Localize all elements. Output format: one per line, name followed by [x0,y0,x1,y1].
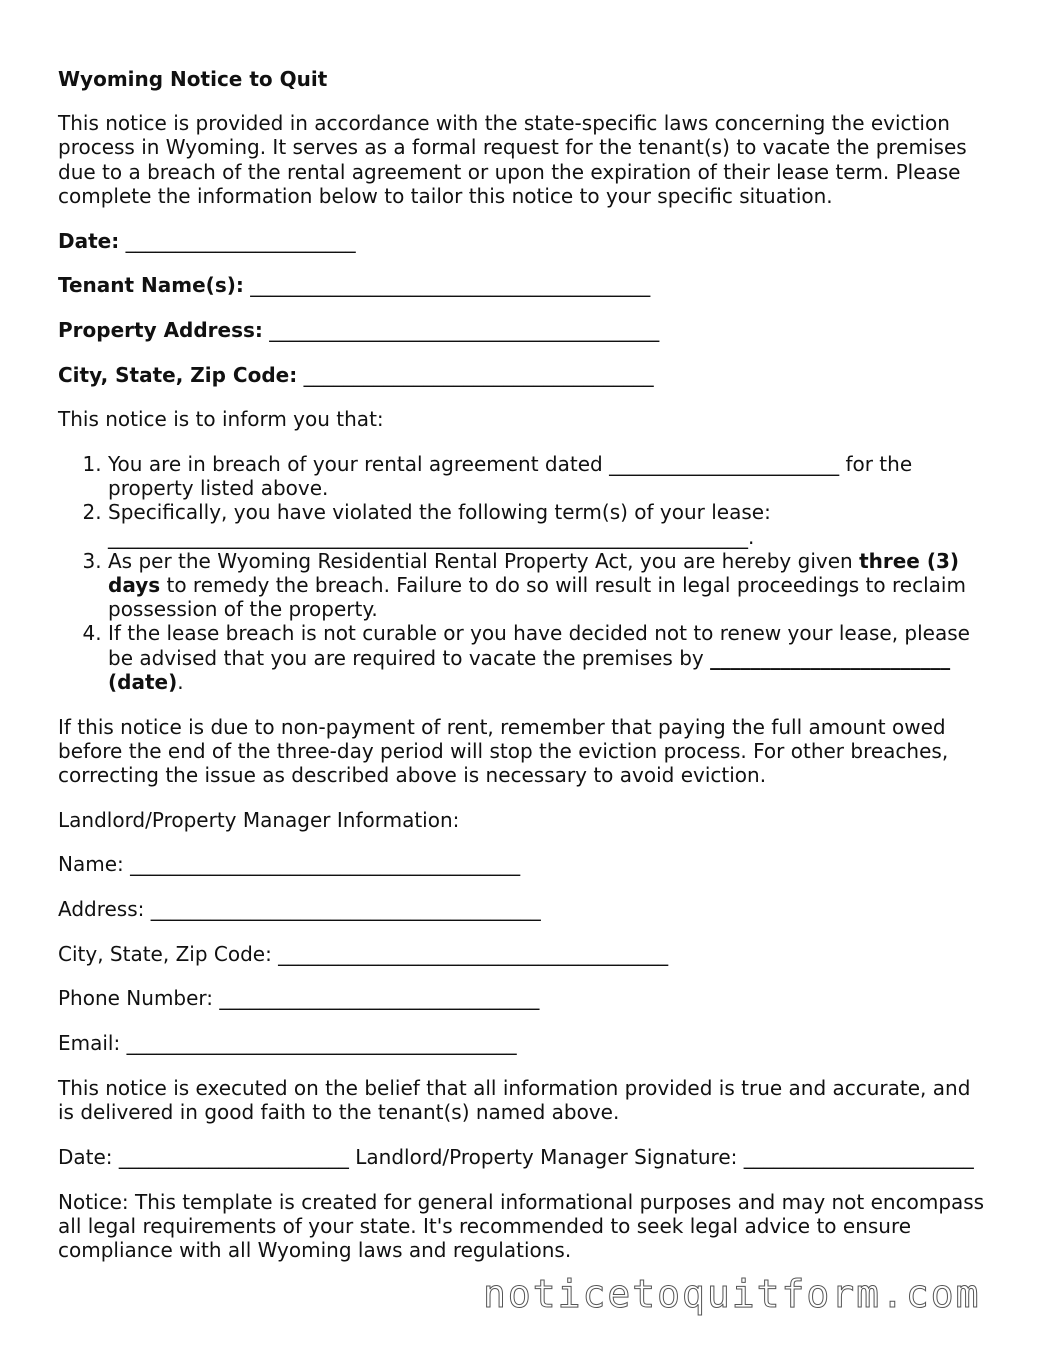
landlord-email: Email: _______________________________________ [58,1031,517,1056]
disclaimer-paragraph: Notice: This template is created for general informational purposes and may not encompass all legal requirements of your state. It's recommended to seek legal advice to ensure compliance with all Wyoming laws and regulations. [58,1189,985,1262]
vacate-date: ________________________ (date) [108,645,951,694]
executed-paragraph: This notice is executed on the belief that all information provided is true and accurate, and is delivered in good faith to the tenant(s) named above. [58,1075,971,1125]
list-item-breach: 1. You are in breach of your rental agreement dated _______________________ for the property listed above. [108,452,988,500]
date-field [58,229,988,253]
landlord-phone: Phone Number: ________________________________ [58,986,540,1011]
remedy-text: As per the Wyoming Residential Rental Property Act, you are hereby given [108,548,860,573]
date-blank[interactable]: _______________________ [125,228,356,253]
city-label: City, State, Zip Code: [58,362,298,387]
landlord-name: Name: _______________________________________ [58,852,521,877]
list-item-violation: 2. Specifically, you have violated the following term(s) of your lease: ________________________________________________________________. [108,500,988,548]
tenant-field [58,273,988,297]
remedy-days: three (3) days [108,548,960,598]
tenant-blank[interactable]: ________________________________________ [250,273,651,298]
inform-paragraph: This notice is to inform you that: [58,407,384,432]
nonpayment-paragraph: If this notice is due to non-payment of rent, remember that paying the full amount owed before the end of the three-day period will stop the eviction process. For other breaches, correcting the issue as described above is necessary to avoid eviction. [58,714,949,787]
vacate-text-end: . [177,669,184,694]
list-item-remedy [108,549,988,622]
landlord-city: City, State, Zip Code: _______________________________________ [58,941,669,966]
document-page [58,67,988,1283]
property-blank[interactable]: _______________________________________ [269,317,660,342]
city-blank[interactable]: ___________________________________ [303,362,654,387]
watermark: noticetoquitform.com [483,1272,981,1316]
property-label: Property Address: [58,317,263,342]
city-field [58,363,988,387]
vacate-text: If the lease breach is not curable or you have decided not to renew your lease, please be advised that you are required to vacate the premises by [108,621,970,670]
document-title: Wyoming Notice to Quit [58,67,328,91]
landlord-address: Address: _______________________________________ [58,897,541,922]
list-item-vacate [108,621,988,694]
date-label: Date: [58,228,120,253]
landlord-heading: Landlord/Property Manager Information: [58,807,460,832]
tenant-label: Tenant Name(s): [58,273,244,298]
signature-line: Date: _______________________ Landlord/Property Manager Signature: _______________________ [58,1144,974,1169]
property-field [58,318,988,342]
notice-list [58,452,988,694]
intro-paragraph: This notice is provided in accordance with the state-specific laws concerning the eviction process in Wyoming. It serves as a formal request for the tenant(s) to vacate the premises due to a breach of the rental agreement or upon the expiration of their lease term. Please complete the information below to tailor this notice to your specific situation. [58,111,967,208]
remedy-text-end: to remedy the breach. Failure to do so will result in legal proceedings to reclaim possession of the property. [108,573,966,622]
